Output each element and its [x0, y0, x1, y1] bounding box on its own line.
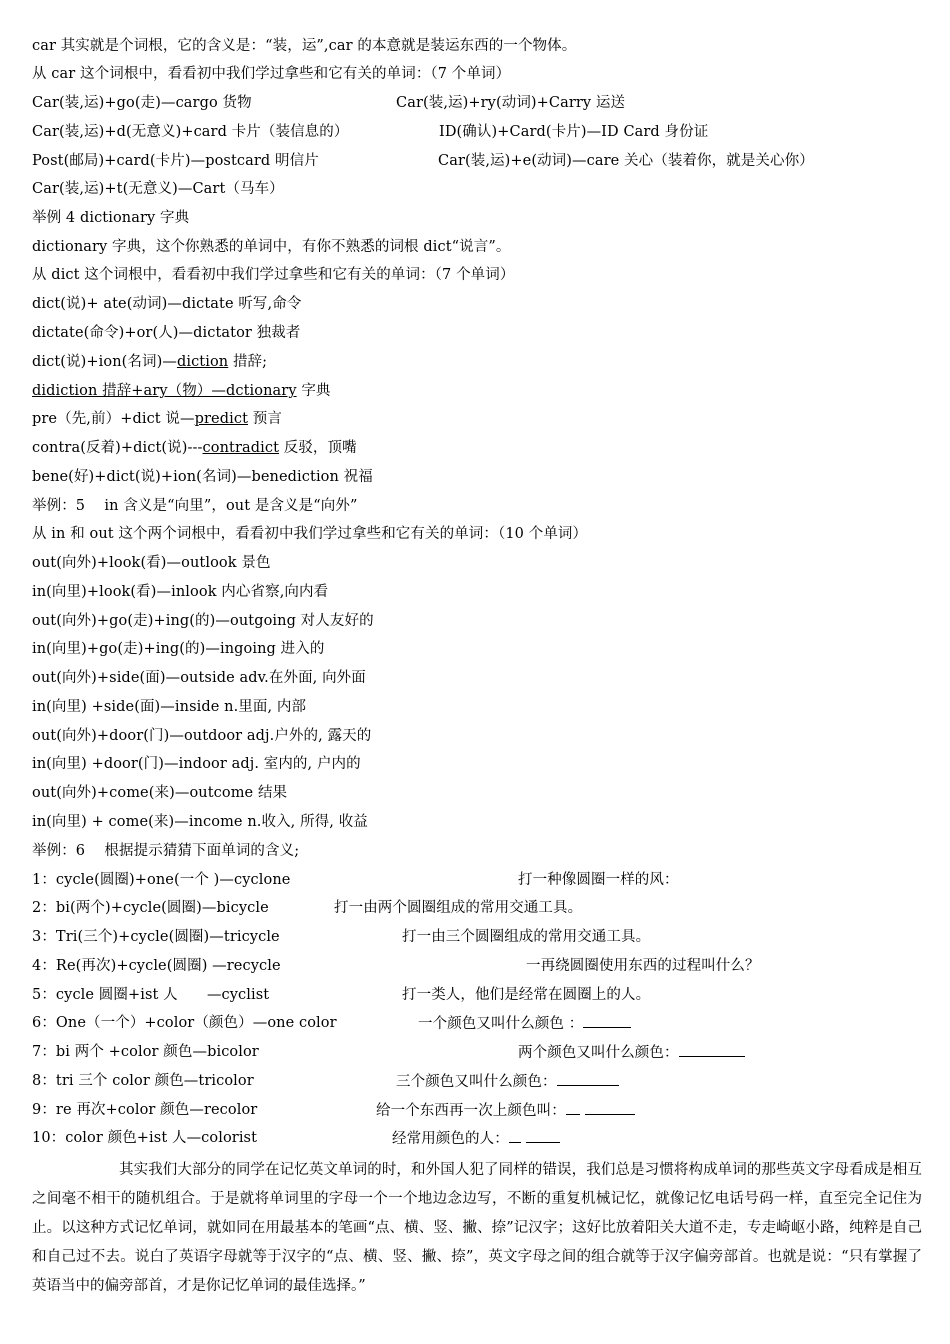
hint-text — [376, 1100, 635, 1121]
answer-blank[interactable] — [526, 1128, 560, 1143]
answer-blank[interactable] — [566, 1100, 580, 1115]
word-formula: 2：bi(两个)+cycle(圆圈)—bicycle — [32, 900, 269, 916]
text-line: 从 in 和 out 这个两个词根中，看看初中我们学过拿些和它有关的单词：（10 个单词） — [32, 526, 588, 542]
text-line — [32, 409, 922, 429]
hint-text: 打一由两个圆圈组成的常用交通工具。 — [334, 900, 583, 916]
section-heading: 举例：6 根据提示猜猜下面单词的含义; — [32, 843, 300, 859]
question-text: 给一个东西再一次上颜色叫： — [376, 1103, 566, 1119]
word-formula: Car(装,运)+e(动词)—care 关心（装着你，就是关心你） — [438, 153, 814, 169]
word-formula: 3：Tri(三个)+cycle(圆圈)—tricycle — [32, 929, 280, 945]
hint-text — [396, 1071, 619, 1092]
word-formula: 10：color 颜色+ist 人—colorist — [32, 1130, 258, 1146]
text-segment: contra(反着)+dict(说)--- — [32, 440, 203, 456]
question-text: 经常用颜色的人： — [392, 1131, 509, 1147]
word-formula: Car(装,运)+ry(动词)+Carry 运送 — [396, 95, 626, 111]
underlined-word: predict — [194, 411, 249, 427]
question-text: 一个颜色又叫什么颜色 ： — [418, 1016, 584, 1032]
word-formula: Car(装,运)+d(无意义)+card 卡片（装信息的） — [32, 124, 349, 140]
word-formula: 6：One（一个）+color（颜色）—one color — [32, 1015, 337, 1031]
question-text: 两个颜色又叫什么颜色： — [518, 1045, 679, 1061]
hint-text: 一再绕圆圈使用东西的过程叫什么？ — [526, 958, 760, 974]
text-line: dict(说)+ ate(动词)—dictate 听写,命令 — [32, 296, 302, 312]
text-line: 从 car 这个词根中，看看初中我们学过拿些和它有关的单词：（7 个单词） — [32, 66, 511, 82]
text-segment: 预言 — [248, 411, 282, 427]
underlined-word: contradict — [202, 440, 280, 456]
text-line — [32, 438, 922, 458]
text-segment: 反驳，顶嘴 — [279, 440, 357, 456]
text-line: Car(装,运)+t(无意义)—Cart（马车） — [32, 181, 284, 197]
text-segment: 措辞; — [228, 354, 268, 370]
underlined-word: diction — [176, 354, 229, 370]
text-line: in(向里)+go(走)+ing(的)—ingoing 进入的 — [32, 641, 325, 657]
answer-blank[interactable] — [679, 1042, 745, 1057]
word-formula: Car(装,运)+go(走)—cargo 货物 — [32, 95, 252, 111]
question-text: 三个颜色又叫什么颜色： — [396, 1074, 557, 1090]
text-segment: pre（先,前）+dict 说— — [32, 411, 195, 427]
text-line: in(向里) +side(面)—inside n.里面, 内部 — [32, 699, 307, 715]
text-line — [32, 352, 922, 372]
underlined-word: didiction 措辞+ary（物）—dctionary — [32, 383, 297, 399]
answer-blank[interactable] — [509, 1128, 521, 1143]
hint-text — [518, 1042, 745, 1063]
text-line: out(向外)+look(看)—outlook 景色 — [32, 555, 271, 571]
text-line: car 其实就是个词根，它的含义是：“装，运”,car 的本意就是装运东西的一个物体。 — [32, 38, 577, 54]
text-line: dictate(命令)+or(人)—dictator 独裁者 — [32, 325, 301, 341]
text-line: out(向外)+go(走)+ing(的)—outgoing 对人友好的 — [32, 613, 374, 629]
text-line: out(向外)+come(来)—outcome 结果 — [32, 785, 288, 801]
answer-blank[interactable] — [585, 1100, 635, 1115]
text-line: 从 dict 这个词根中，看看初中我们学过拿些和它有关的单词：（7 个单词） — [32, 267, 515, 283]
hint-text: 打一种像圆圈一样的风： — [518, 872, 679, 888]
hint-text — [392, 1128, 560, 1149]
word-formula: 5：cycle 圆圈+ist 人 —cyclist — [32, 987, 270, 1003]
word-formula: Post(邮局)+card(卡片)—postcard 明信片 — [32, 153, 319, 169]
text-line: in(向里) +door(门)—indoor adj. 室内的, 户内的 — [32, 756, 361, 772]
text-line: bene(好)+dict(说)+ion(名词)—benediction 祝福 — [32, 469, 373, 485]
word-formula: 8：tri 三个 color 颜色—tricolor — [32, 1073, 254, 1089]
hint-text: 打一类人，他们是经常在圆圈上的人。 — [402, 987, 651, 1003]
answer-blank[interactable] — [583, 1013, 631, 1028]
word-formula: 1：cycle(圆圈)+one(一个 )—cyclone — [32, 872, 291, 888]
answer-blank[interactable] — [557, 1071, 619, 1086]
text-line: in(向里) + come(来)—income n.收入, 所得, 收益 — [32, 814, 368, 830]
text-line: out(向外)+side(面)—outside adv.在外面, 向外面 — [32, 670, 366, 686]
hint-text — [418, 1013, 631, 1034]
text-line: in(向里)+look(看)—inlook 内心省察,向内看 — [32, 584, 329, 600]
word-formula: 9：re 再次+color 颜色—recolor — [32, 1102, 258, 1118]
text-line: dictionary 字典，这个你熟悉的单词中，有你不熟悉的词根 dict“说言”。 — [32, 239, 511, 255]
text-line — [32, 381, 922, 401]
text-line: out(向外)+door(门)—outdoor adj.户外的, 露天的 — [32, 728, 372, 744]
closing-paragraph: 其实我们大部分的同学在记忆英文单词的时，和外国人犯了同样的错误，我们总是习惯将构成单词的那些英文字母看成是相互之间毫不相干的随机组合。于是就将单词里的字母一个一个地边念边写，不断的重复机械记忆，就像记忆电话号码一样，直至完全记住为止。以这种方式记忆单词，就如同在用最基本的笔画“点、横、竖、撇、捺”记汉字；这好比放着阳关大道不走，专走崎岖小路，纯粹是自己和自己过不去。说白了英语字母就等于汉字的“点、横、竖、撇、捺”，英文字母之间的组合就等于汉字偏旁部首。也就是说：“只有掌握了英语当中的偏旁部首，才是你记忆单词的最佳选择。” — [32, 1162, 922, 1294]
section-heading: 举例 4 dictionary 字典 — [32, 210, 190, 226]
text-segment: dict(说)+ion(名词)— — [32, 354, 177, 370]
text-segment: 字典 — [296, 383, 331, 399]
word-formula: 4：Re(再次)+cycle(圆圈) —recycle — [32, 958, 281, 974]
hint-text: 打一由三个圆圈组成的常用交通工具。 — [402, 929, 651, 945]
word-formula: 7：bi 两个 +color 颜色—bicolor — [32, 1044, 259, 1060]
word-formula: ID(确认)+Card(卡片)—ID Card 身份证 — [439, 124, 709, 140]
section-heading: 举例：5 in 含义是“向里”，out 是含义是“向外” — [32, 498, 358, 514]
